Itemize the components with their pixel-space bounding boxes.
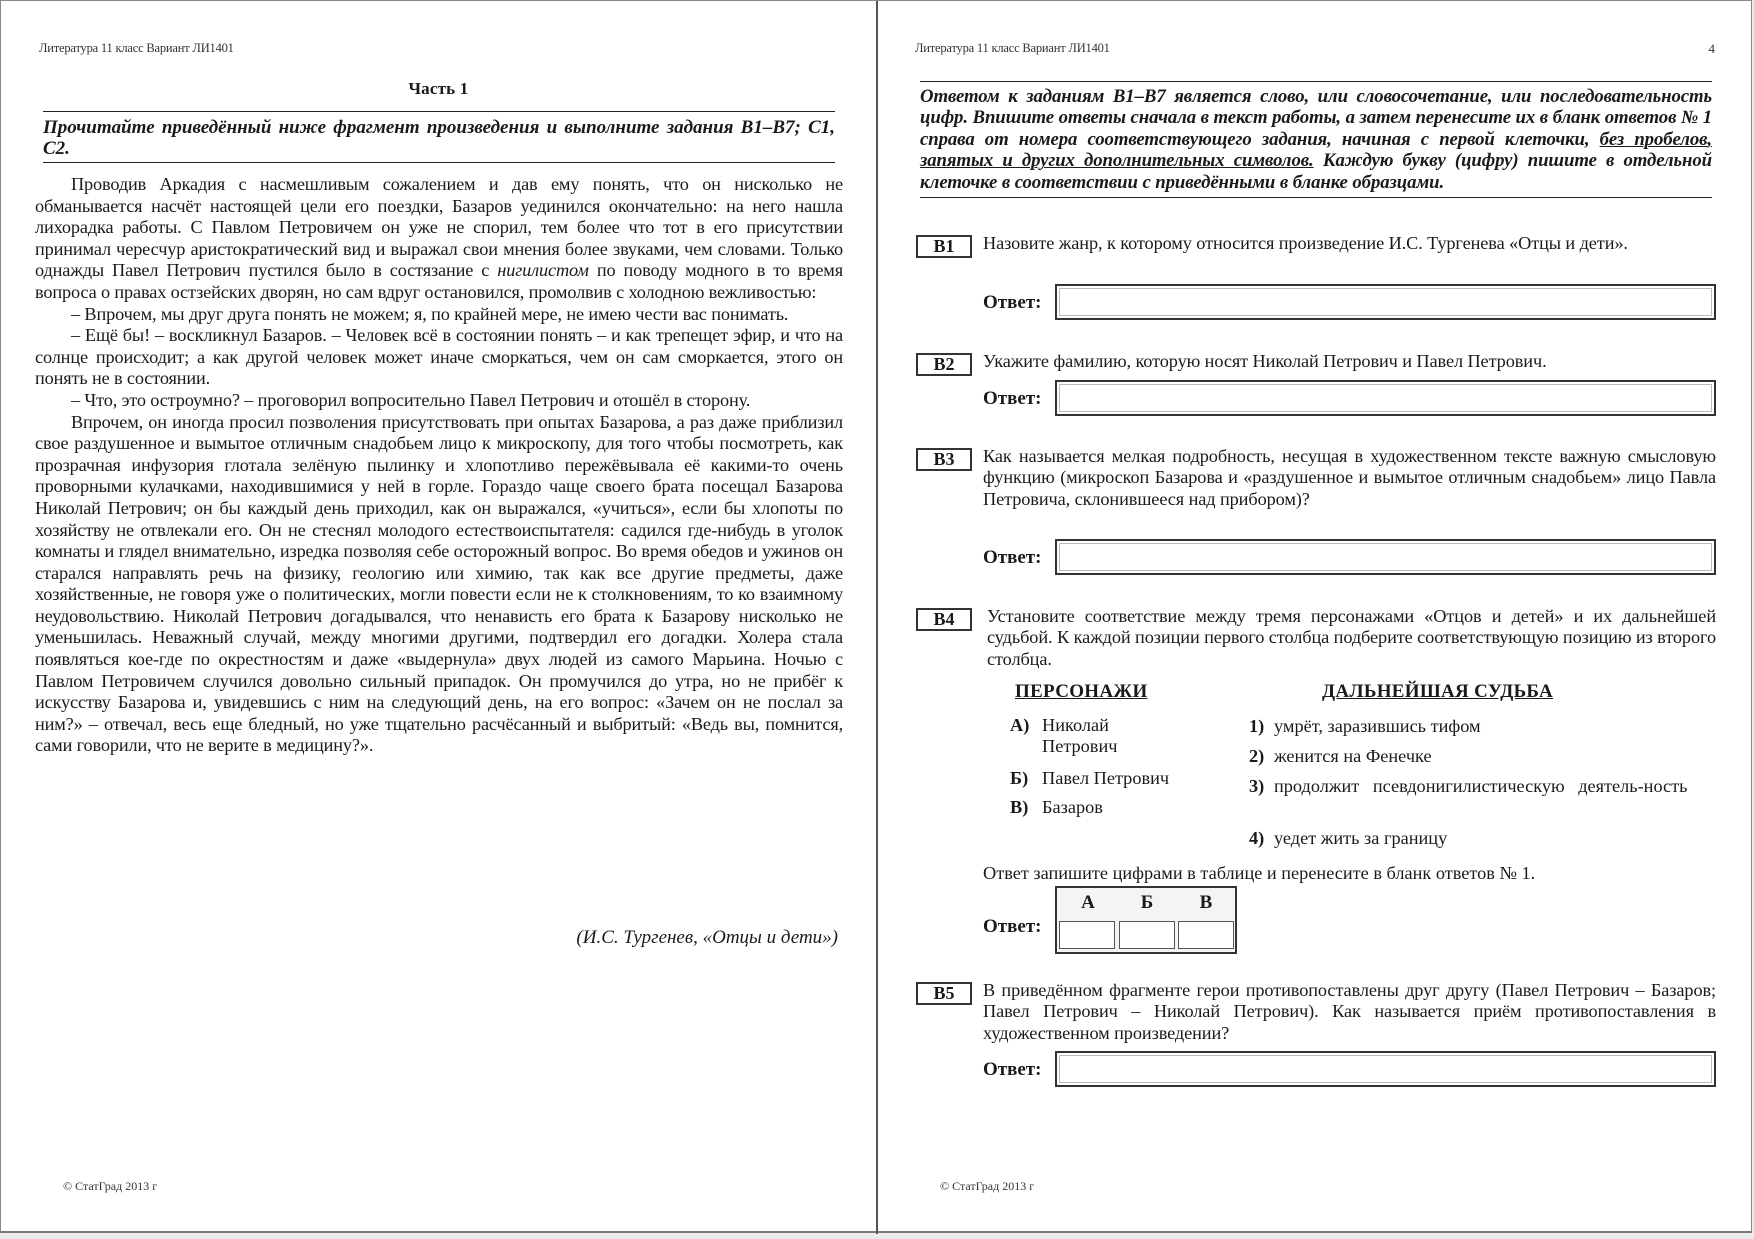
character-name: Павел Петрович	[1042, 768, 1170, 788]
table-header-b: Б	[1140, 892, 1154, 913]
reading-instruction: Прочитайте приведённый ниже фрагмент произведения и выполните задания B1–B7; C1, C2.	[43, 111, 835, 163]
answer-row	[983, 380, 1716, 418]
character-key: Б)	[1010, 768, 1029, 788]
fate-text: уедет жить за границу	[1274, 828, 1448, 848]
characters-header: ПЕРСОНАЖИ	[1015, 681, 1148, 702]
fate-key: 4)	[1249, 828, 1265, 848]
fate-text: продолжит псевдонигилистическую деятель-ность	[1274, 776, 1688, 796]
passage-source: (И.С. Тургенев, «Отцы и дети»)	[576, 927, 838, 948]
literary-passage	[35, 174, 843, 757]
task-text: В приведённом фрагменте герои противопоставлены друг другу (Павел Петрович – Базаров; Павел Петрович – Николай Петрович). Как называется приём противопоставления в художественном произведении?	[983, 980, 1716, 1043]
passage-text: – Впрочем, мы друг друга понять не можем; я, по крайней мере, не имею чести вас понимать.	[71, 303, 789, 324]
task-b5	[916, 982, 1716, 1092]
fates-header: ДАЛЬНЕЙШАЯ СУДЬБА	[1322, 681, 1554, 702]
fate-key: 3)	[1249, 776, 1265, 796]
passage-emphasis: нигилистом	[497, 260, 589, 281]
task-text: Установите соответствие между тремя персонажами «Отцов и детей» и их дальнейшей судьбой. К каждой позиции первого столбца подберите соответствующую позицию из второго столбца.	[987, 606, 1716, 669]
character-key: В)	[1010, 797, 1029, 817]
answer-cell-v[interactable]	[1178, 921, 1234, 949]
running-head: Литература 11 класс Вариант ЛИ1401	[39, 41, 234, 55]
copyright-footer: © СтатГрад 2013 г	[940, 1179, 1035, 1193]
answer-row	[983, 539, 1716, 577]
task-text: Укажите фамилию, которую носят Николай Петрович и Павел Петрович.	[983, 351, 1547, 371]
page-number: 4	[1708, 41, 1715, 56]
task-number-badge: B3	[916, 448, 972, 471]
passage-text: Впрочем, он иногда просил позволения присутствовать при опытах Базарова, а раз даже приблизил свое раздушенное и вымытое отличным снадобьем лицо к микроскопу, для того чтобы посмотреть, как прозрачная инфузория глотала зелёную пылинку и хлопотливо пережёвывала её какими-то очень проворными кулачками, находившимися у ней в горле. Гораздо чаще своего брата посещал Базарова Николай Петрович; он бы каждый день приходил, как он выражался, «учиться», если бы хлопоты по хозяйству не отвлекали его. Он не стеснял молодого естествоиспытателя: садился где-нибудь в уголок комнаты и глядел внимательно, изредка позволяя себе осторожный вопрос. Во время обедов и ужинов он старался направлять речь на физику, геологию или химию, так как все другие предметы, даже хозяйственные, не говоря уже о политических, могли повести если не к столкновениям, то ко взаимному неудовольствию. Николай Петрович догадывался, что ненависть его брата к Базарову нисколько не уменьшилась. Неважный случай, между многими другими, подтвердил его догадки. Холера стала появляться кое-где по окрестностям и даже «выдернула» двух людей из самого Марьина. Ночью с Павлом Петровичем случился довольно сильный припадок. Он промучился до утра, но не прибёг к искусству Базарова и, увидевшись с ним на следующий день, на его вопрос: «Зачем он не послал за ним?» – отвечал, весь еще бледный, но уже тщательно расчёсанный и выбритый: «Ведь вы, помнится, сами говорили, что не верите в медицину?».	[35, 411, 843, 756]
answer-row	[983, 284, 1716, 322]
answer-input-b2[interactable]	[1055, 380, 1716, 416]
task-b2	[916, 353, 1716, 423]
task-text: Как называется мелкая подробность, несущая в художественном тексте важную смысловую функцию (микроскоп Базарова и «раздушенное и вымытое отличным снадобьем» лицо Павла Петровича, склонившееся над прибором)?	[983, 446, 1716, 509]
answer-cell-b[interactable]	[1119, 921, 1175, 949]
table-header-v: В	[1199, 892, 1213, 913]
running-head: Литература 11 класс Вариант ЛИ1401	[915, 41, 1110, 55]
task-b4	[916, 608, 1716, 953]
page-left	[1, 1, 876, 1234]
copyright-footer: © СтатГрад 2013 г	[63, 1179, 158, 1193]
answer-label: Ответ:	[983, 1059, 1042, 1080]
passage-paragraph	[35, 412, 843, 758]
instruction-underlined: без пробелов, запятых и других дополнительных символов.	[920, 128, 1712, 172]
passage-text: Проводив Аркадия с насмешливым сожалением и дав ему понять, что он нисколько не обманывается насчёт настоящей цели его поездки, Базаров уединился окончательно: на него нашла лихорадка работы. С Павлом Петровичем он уже не спорил, тем более что тот в его присутствии принимал чересчур аристократический вид и выражал свои мнения более звуками, чем словами. Только однажды Павел Петрович пустился было в состязание с	[35, 174, 843, 281]
answer-input-b1[interactable]	[1055, 284, 1716, 320]
task-number-badge: B4	[916, 608, 972, 631]
table-header-a: А	[1081, 892, 1095, 913]
instruction-text: Ответом к заданиям B1–B7 является слово, или словосочетание, или последовательность цифр. Впишите ответы сначала в текст работы, а затем перенесите их в бланк ответов № 1 справа от номера соответствующего задания, начиная с первой клеточки,	[920, 86, 1712, 150]
part-title: Часть 1	[408, 79, 469, 98]
task-number-badge: B1	[916, 235, 972, 258]
character-name: Базаров	[1042, 797, 1103, 817]
answer-row	[983, 1051, 1716, 1089]
fate-text: умрёт, заразившись тифом	[1274, 716, 1481, 736]
fate-key: 1)	[1249, 716, 1265, 736]
passage-text: – Ещё бы! – воскликнул Базаров. – Человек всё в состоянии понять – и как трепещет эфир, и что на солнце происходит; а как другой человек может иначе сморкаться, чем он сам сморкается, этого он понять не в состоянии.	[35, 325, 843, 389]
character-name: Николай Петрович	[1042, 715, 1118, 757]
passage-paragraph	[35, 174, 843, 304]
answer-table	[1055, 886, 1237, 954]
task-b1	[916, 235, 1716, 325]
fate-text: женится на Фенечке	[1274, 746, 1432, 766]
passage-paragraph	[35, 390, 843, 412]
answer-label: Ответ:	[983, 547, 1042, 568]
passage-text: по поводу модного в то время вопроса о правах остзейских дворян, но сам вдруг остановился, промолвив с холодною вежливостью:	[35, 260, 843, 302]
fate-item	[1249, 776, 1716, 820]
task-number-badge: B2	[916, 353, 972, 376]
task-b3	[916, 448, 1716, 578]
fate-key: 2)	[1249, 746, 1265, 766]
passage-paragraph	[35, 325, 843, 390]
answer-instruction	[920, 81, 1712, 198]
answer-row	[983, 858, 1716, 968]
answer-input-b5[interactable]	[1055, 1051, 1716, 1087]
answer-cell-a[interactable]	[1059, 921, 1115, 949]
passage-paragraph	[35, 304, 843, 326]
answer-label: Ответ:	[983, 388, 1042, 409]
character-key: А)	[1010, 715, 1030, 735]
task-number-badge: B5	[916, 982, 972, 1005]
instruction-text: Каждую букву (цифру) пишите в отдельной клеточке в соответствии с приведёнными в бланке образцами.	[920, 150, 1712, 193]
answer-label: Ответ:	[983, 916, 1042, 937]
passage-text: – Что, это остроумно? – проговорил вопросительно Павел Петрович и отошёл в сторону.	[71, 389, 751, 410]
page-right	[878, 1, 1753, 1234]
table-instruction: Ответ запишите цифрами в таблице и перенесите в бланк ответов № 1.	[983, 863, 1536, 883]
task-text: Назовите жанр, к которому относится произведение И.С. Тургенева «Отцы и дети».	[983, 233, 1628, 253]
answer-input-b3[interactable]	[1055, 539, 1716, 575]
answer-label: Ответ:	[983, 292, 1042, 313]
